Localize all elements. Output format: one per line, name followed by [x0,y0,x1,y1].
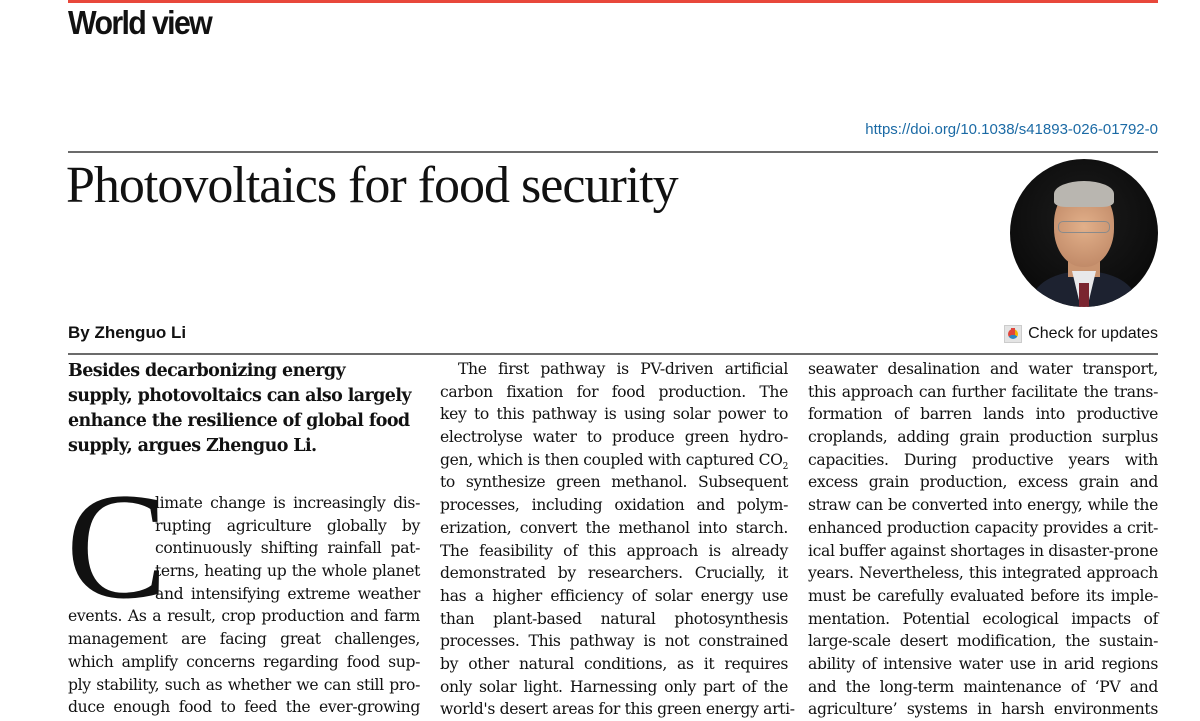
body-line: world's desert areas for this green energy arti- [440,700,795,719]
body-line: The feasibility of this approach is already [440,541,788,560]
body-line: large-scale desert modification, the sustain- [808,632,1158,651]
subscript: 2 [782,461,788,472]
standfirst-line: Besides decarbonizing energy [68,361,346,381]
article-title: Photovoltaics for food security [66,157,678,214]
body-line: years. Nevertheless, this integrated approach [808,564,1158,583]
body-line: only solar light. Harnessing only part of the [440,677,788,696]
body-line: ability of intensive water use in arid regions [808,654,1158,673]
body-column-1 [68,492,420,719]
standfirst-line: supply, argues Zhenguo Li. [68,436,317,456]
body-column-3 [808,358,1158,721]
body-line: processes, including oxidation and polym- [440,496,788,515]
body-line: duce enough food to feed the ever-growing [68,698,420,717]
crossmark-icon [1004,325,1022,343]
check-for-updates-button[interactable] [1004,325,1158,343]
body-line: and the long-term maintenance of ‘PV and [808,677,1158,696]
body-line: by other natural conditions, as it requires [440,654,788,673]
body-line: mentation. Potential ecological impacts of [808,609,1158,628]
doi-link[interactable]: https://doi.org/10.1038/s41893-026-01792-0 [865,121,1158,138]
divider [68,353,1158,355]
author-photo [1010,159,1158,307]
body-line: croplands, adding grain production surplus [808,428,1158,447]
body-line: ply stability, such as whether we can still pro- [68,675,420,694]
body-line: demonstrated by researchers. Crucially, it [440,564,788,583]
check-for-updates-label: Check for updates [1028,325,1158,342]
body-line: ical buffer against shortages in disaster-prone [808,541,1158,560]
body-line: enhanced production capacity provides a crit- [808,518,1158,537]
byline: By Zhenguo Li [68,323,187,342]
body-line: continuously shifting rainfall pat- [155,539,420,558]
section-accent-bar [68,0,1158,3]
body-line: than plant-based natural photosynthesis [440,609,788,628]
body-line: formation of barren lands into productive [808,405,1158,424]
body-line: to synthesize green methanol. Subsequent [440,473,788,492]
body-text: gen, which is then coupled with captured CO [440,450,783,469]
body-line: straw can be converted into energy, while the [808,496,1158,515]
divider [68,151,1158,153]
standfirst-line: supply, photovoltaics can also largely [68,386,411,406]
body-line: agriculture’ systems in harsh environments [808,700,1158,719]
body-line: key to this pathway is using solar power to [440,405,788,424]
body-line: seawater desalination and water transport, [808,360,1158,378]
body-line: processes. This pathway is not constrained [440,632,788,651]
body-line [440,449,788,472]
body-line: erization, convert the methanol into starch. [440,518,788,537]
body-line: electrolyse water to produce green hydro- [440,428,788,447]
body-line: management are facing great challenges, [68,630,420,649]
body-line: excess grain production, excess grain and [808,473,1158,492]
body-line: rupting agriculture globally by [155,516,420,535]
body-line: has a higher efficiency of solar energy use [440,586,788,605]
body-line: capacities. During productive years with [808,450,1158,469]
body-line: The first pathway is PV-driven artificial [458,360,788,378]
body-line: which amplify concerns regarding food sup- [68,652,420,671]
body-line: this approach can further facilitate the trans- [808,382,1158,401]
body-line: terns, heating up the whole planet [155,562,420,581]
standfirst [68,359,411,459]
body-line: and intensifying extreme weather [155,584,420,603]
body-line: must be carefully evaluated before its imple- [808,586,1158,605]
body-line: limate change is increasingly dis- [155,494,420,512]
standfirst-line: enhance the resilience of global food [68,411,410,431]
drop-cap: C [66,462,168,630]
body-line: events. As a result, crop production and farm [68,607,420,626]
body-line: carbon fixation for food production. The [440,382,788,401]
body-column-2 [440,358,795,721]
section-label: World view [68,4,212,41]
